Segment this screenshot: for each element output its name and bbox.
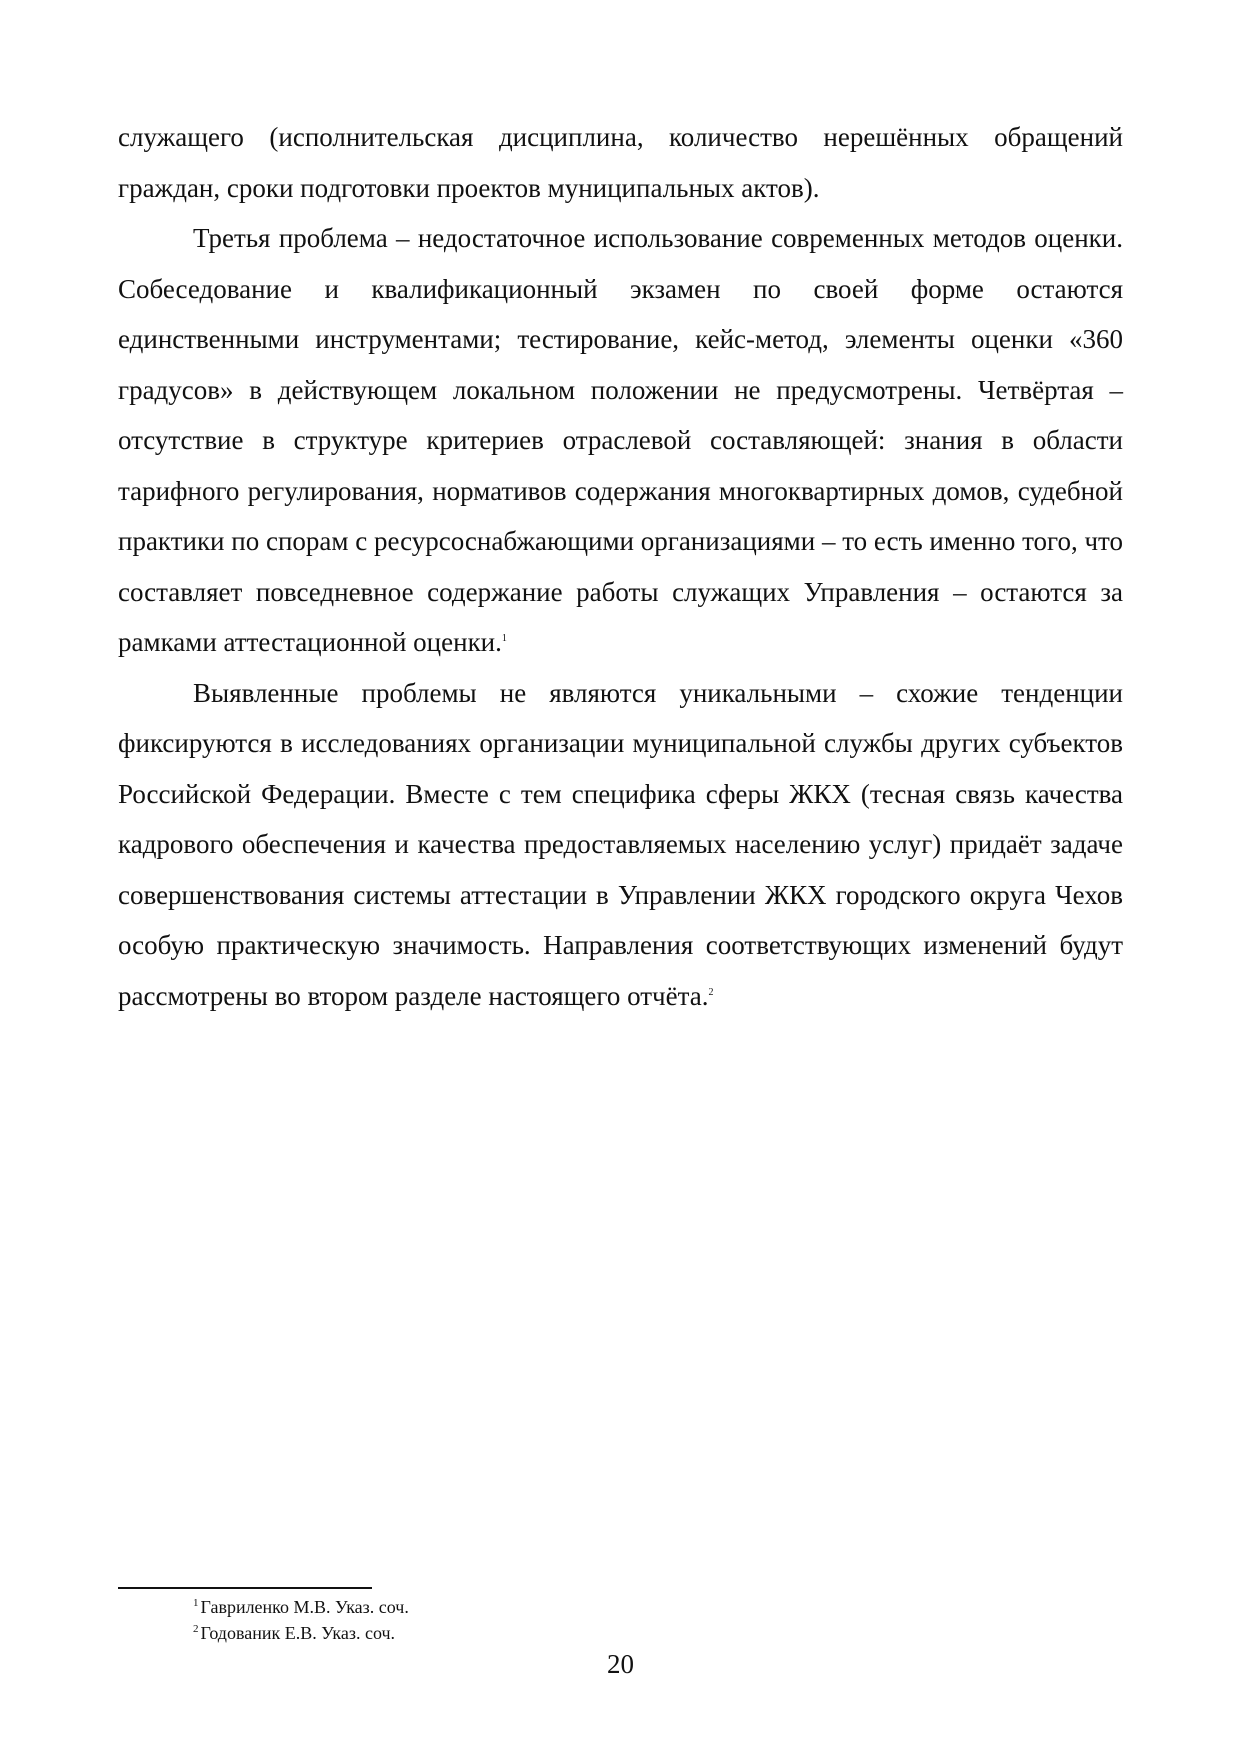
footnote-item: [193, 1620, 409, 1646]
paragraph-conclusion: [118, 668, 1123, 1022]
body-text: [118, 112, 1123, 1021]
page-number: 20: [607, 1649, 634, 1679]
footnote-number: 1: [193, 1597, 199, 1609]
paragraph-third-problem: [118, 213, 1123, 668]
footnote-text: Гавриленко М.В. Указ. соч.: [200, 1597, 409, 1617]
footnote-text: Годованик Е.В. Указ. соч.: [200, 1623, 396, 1643]
footnote-item: [193, 1594, 409, 1620]
footnotes: [193, 1594, 409, 1646]
footnote-reference[interactable]: 2: [708, 986, 714, 998]
paragraph-text: Выявленные проблемы не являются уникальными – схожие тенденции фиксируются в исследованиях организации муниципальной службы других субъектов Российской Федерации. Вместе с тем специфика сферы ЖКХ (тесная связь качества кадрового обеспечения и качества предоставляемых населению услуг) придаёт задаче совершенствования системы аттестации в Управлении ЖКХ городского округа Чехов особую практическую значимость. Направления соответствующих изменений будут рассмотрены во втором разделе настоящего отчёта.: [118, 677, 1123, 1011]
paragraph-text: Третья проблема – недостаточное использование современных методов оценки. Собеседование и квалификационный экзамен по своей форме остаются единственными инструментами; тестирование, кейс-метод, элементы оценки «360 градусов» в действующем локальном положении не предусмотрены. Четвёртая – отсутствие в структуре критериев отраслевой составляющей: знания в области тарифного регулирования, нормативов содержания многоквартирных домов, судебной практики по спорам с ресурсоснабжающими организациями – то есть именно того, что составляет повседневное содержание работы служащих Управления – остаются за рамками аттестационной оценки.: [118, 223, 1123, 657]
footnote-reference[interactable]: 1: [501, 633, 507, 644]
paragraph-text: служащего (исполнительская дисциплина, количество нерешённых обращений граждан, сроки подготовки проектов муниципальных актов).: [118, 122, 1123, 203]
footnote-number: 2: [193, 1623, 199, 1635]
paragraph-continuation: [118, 112, 1123, 213]
footnote-separator: [118, 1587, 372, 1589]
